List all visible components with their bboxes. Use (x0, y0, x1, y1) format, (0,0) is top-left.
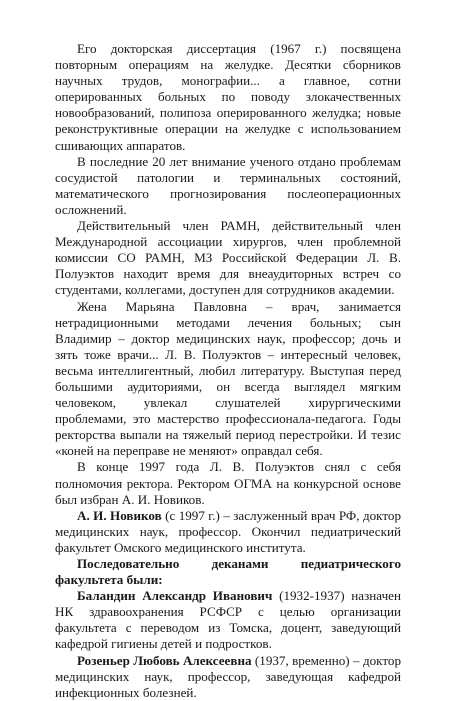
paragraph-balandin (55, 588, 401, 652)
person-name-bold: Розеньер Любовь Алексеевна (77, 652, 252, 668)
person-name-bold: А. И. Новиков (77, 507, 162, 523)
paragraph-text: (1932-1937) назначен НК здравоохранения РСФСР с целью организации факультета с переводом из Томска, доцент, заведующий кафедрой гигиены детей и подростков. (55, 588, 401, 652)
paragraph-dissertation (55, 41, 401, 154)
document-body (55, 41, 401, 701)
paragraph-text: В конце 1997 года Л. В. Полуэктов снял с себя полномочия ректора. Ректором ОГМА на конкурсной основе был избран А. И. Новиков. (55, 459, 401, 507)
section-heading-deans (55, 556, 401, 588)
paragraph-membership (55, 218, 401, 298)
paragraph-text: Действительный член РАМН, действительный член Международной ассоциации хирургов, член проблемной комиссии СО РАМН, МЗ Российской Федерации Л. В. Полуэктов находит время для внеаудиторных встреч со студентами, коллегами, доступен для сотрудников академии. (55, 218, 401, 298)
paragraph-family (55, 299, 401, 460)
paragraph-text: (с 1997 г.) – заслуженный врач РФ, доктор медицинских наук, профессор. Окончил педиатрический факультет Омского медицинского института. (55, 507, 401, 555)
paragraph-text: Жена Марьяна Павловна – врач, занимается нетрадиционными методами лечения больных; сын Владимир – доктор медицинских наук, профессор; дочь и зять тоже врачи... Л. В. Полуэктов – интересный человек, весьма интеллигентный, любил литературу. Выступая перед большими аудиториями, он всегда выглядел мягким человеком, увлекал слушателей хирургическими проблемами, это мастерство профессионала-педагога. Годы ректорства выпали на тяжелый период перестройки. И тезис «коней на переправе не меняют» оправдал себя. (55, 298, 401, 459)
paragraph-text: В последние 20 лет внимание ученого отдано проблемам сосудистой патологии и терминальных состояний, математического прогнозирования послеоперационных осложнений. (55, 153, 401, 217)
paragraph-text: Его докторская диссертация (1967 г.) посвящена повторным операциям на желудке. Десятки сборников научных трудов, монографии... а главное, сотни оперированных больных по поводу злокачественных новообразований, полипоза оперированного желудка; новые реконструктивные операции на желудке с использованием сшивающих аппаратов. (55, 41, 401, 153)
section-heading-text: Последовательно деканами педиатрического факультета были: (55, 556, 401, 588)
paragraph-rector-change (55, 459, 401, 507)
paragraph-rozenier (55, 653, 401, 701)
paragraph-text: (1937, временно) – доктор медицинских наук, профессор, заведующая кафедрой инфекционных болезней. (55, 652, 401, 700)
paragraph-research-focus (55, 154, 401, 218)
paragraph-novikov (55, 508, 401, 556)
person-name-bold: Баландин Александр Иванович (77, 588, 273, 604)
